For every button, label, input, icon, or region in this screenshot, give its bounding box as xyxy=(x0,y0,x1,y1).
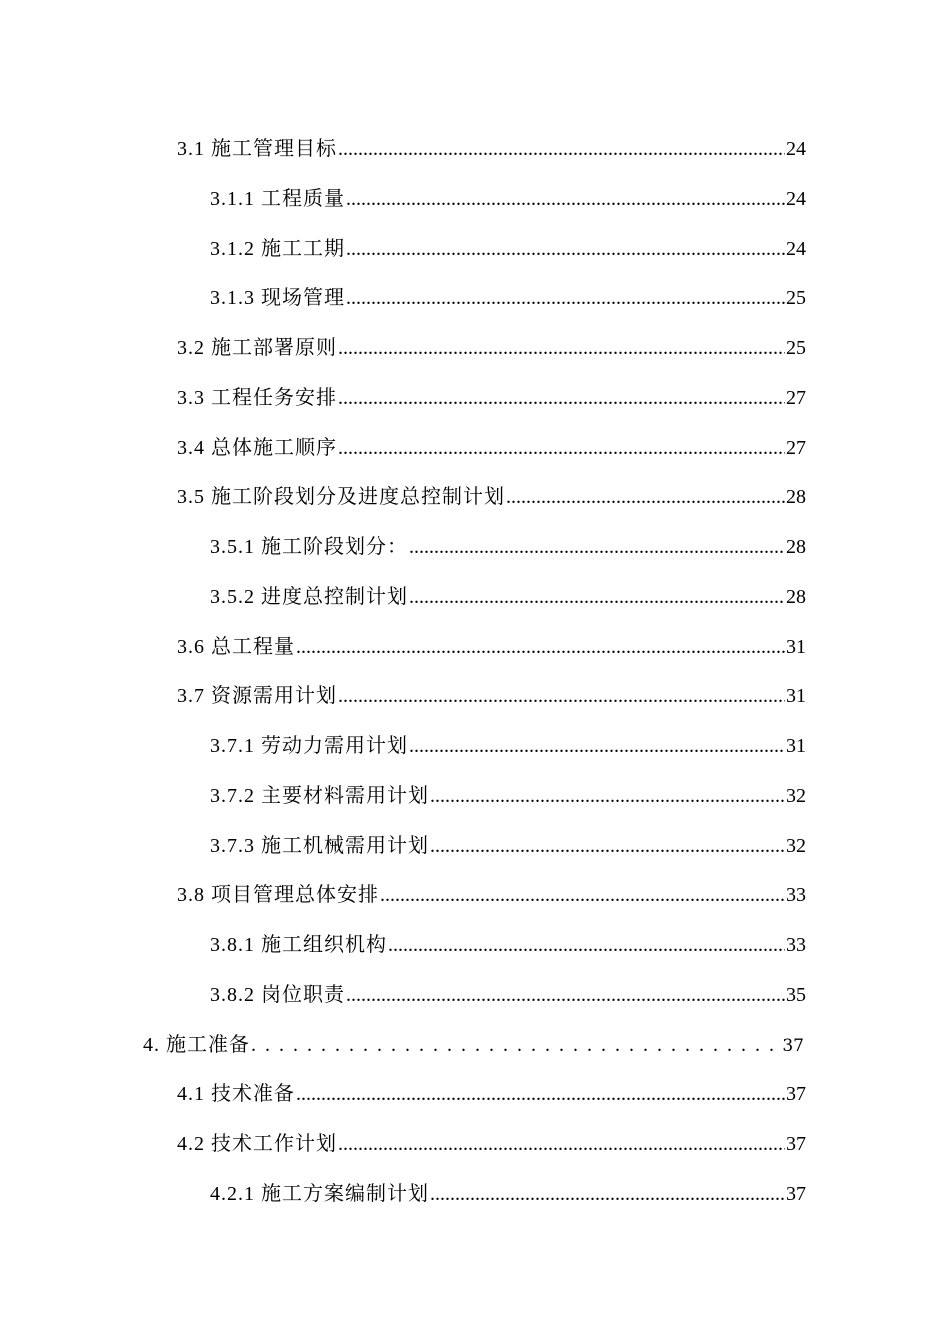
toc-entry[interactable] xyxy=(0,274,950,324)
toc-entry[interactable] xyxy=(0,1170,950,1220)
toc-page-number: 37 xyxy=(786,1133,806,1155)
toc-entry-title: 3.7.3 施工机械需用计划 xyxy=(210,834,429,857)
toc-entry-line xyxy=(210,573,806,623)
toc-entry[interactable] xyxy=(0,125,950,175)
toc-page-number: 32 xyxy=(786,834,806,857)
toc-entry-title: 4. 施工准备 xyxy=(143,1033,250,1056)
toc-entry-title: 3.7.2 主要材料需用计划 xyxy=(210,784,429,807)
toc-entry[interactable] xyxy=(0,1120,950,1170)
toc-page-number: 37 xyxy=(786,1182,806,1205)
toc-entry[interactable] xyxy=(0,175,950,225)
toc-entry-title: 4.2.1 施工方案编制计划 xyxy=(210,1182,429,1205)
toc-entry-title: 3.4 总体施工顺序 xyxy=(177,436,337,459)
toc-entry[interactable] xyxy=(0,424,950,474)
toc-page-number: 33 xyxy=(786,934,806,956)
toc-entry-title: 3.1 施工管理目标 xyxy=(177,138,337,160)
dot-leader xyxy=(430,772,785,822)
toc-page-number: 37 xyxy=(786,1083,806,1106)
toc-entry-title: 3.7.1 劳动力需用计划 xyxy=(210,735,408,757)
toc-page-number: 32 xyxy=(786,784,806,807)
toc-entry-line xyxy=(177,424,806,474)
dot-leader xyxy=(296,1070,785,1120)
dot-leader xyxy=(338,1120,785,1170)
dot-leader xyxy=(388,921,785,971)
toc-entry[interactable] xyxy=(0,971,950,1021)
toc-page-number: 25 xyxy=(786,337,806,359)
dot-leader xyxy=(346,274,785,324)
toc-page-number: 27 xyxy=(786,436,806,459)
dot-leader xyxy=(409,722,785,772)
toc-entry-line xyxy=(177,871,806,921)
toc-entry[interactable] xyxy=(0,623,950,673)
toc-page-number: 28 xyxy=(786,486,806,509)
toc-entry-title: 3.5.1 施工阶段划分： xyxy=(210,536,408,558)
toc-entry[interactable] xyxy=(0,672,950,722)
toc-entry-title: 4.2 技术工作计划 xyxy=(177,1133,337,1155)
dot-leader xyxy=(506,473,785,523)
toc-entry-line xyxy=(177,623,806,673)
dot-leader xyxy=(409,523,785,573)
toc-entry-title: 3.8 项目管理总体安排 xyxy=(177,884,379,907)
dot-leader xyxy=(430,1170,785,1220)
toc-entry-line xyxy=(210,274,806,324)
dot-leader xyxy=(380,871,785,921)
toc-entry-line xyxy=(177,1120,806,1170)
toc-entry[interactable] xyxy=(0,473,950,523)
toc-entry[interactable] xyxy=(0,324,950,374)
toc-entry-line xyxy=(210,225,806,275)
toc-entry[interactable] xyxy=(0,225,950,275)
toc-entry[interactable] xyxy=(0,871,950,921)
toc-entry-line xyxy=(143,1021,806,1072)
toc-entry[interactable] xyxy=(0,1021,950,1071)
toc-page-number: 31 xyxy=(786,685,806,708)
toc-entry-title: 4.1 技术准备 xyxy=(177,1083,295,1106)
toc-entry[interactable] xyxy=(0,772,950,822)
dot-leader xyxy=(430,822,785,872)
dot-leader xyxy=(251,1021,781,1071)
toc-entry-line xyxy=(210,175,806,225)
toc-entry[interactable] xyxy=(0,523,950,573)
toc-page-number: 24 xyxy=(786,187,806,210)
toc-entry-title: 3.5 施工阶段划分及进度总控制计划 xyxy=(177,486,505,509)
toc-entry-line xyxy=(177,1070,806,1120)
dot-leader xyxy=(409,573,785,623)
toc-page-number: 25 xyxy=(786,287,806,310)
toc-entry-line xyxy=(210,523,806,573)
toc-entry-line xyxy=(210,921,806,971)
table-of-contents xyxy=(0,125,950,1220)
toc-entry-title: 3.2 施工部署原则 xyxy=(177,337,337,359)
toc-entry-title: 3.1.1 工程质量 xyxy=(210,187,345,210)
toc-entry-title: 3.8.2 岗位职责 xyxy=(210,983,345,1006)
toc-page-number: 37 xyxy=(782,1035,804,1056)
dot-leader xyxy=(338,424,785,474)
toc-page-number: 35 xyxy=(786,983,806,1006)
toc-entry-line xyxy=(210,722,806,772)
dot-leader xyxy=(338,324,785,374)
dot-leader xyxy=(338,374,785,424)
toc-entry[interactable] xyxy=(0,722,950,772)
toc-entry[interactable] xyxy=(0,573,950,623)
toc-entry-line xyxy=(177,125,806,175)
toc-page-number: 31 xyxy=(786,735,806,757)
toc-entry-line xyxy=(177,473,806,523)
toc-entry[interactable] xyxy=(0,822,950,872)
toc-entry[interactable] xyxy=(0,921,950,971)
toc-entry-line xyxy=(177,324,806,374)
toc-entry-line xyxy=(210,772,806,822)
dot-leader xyxy=(338,125,785,175)
toc-page-number: 24 xyxy=(786,138,806,160)
toc-entry-title: 3.5.2 进度总控制计划 xyxy=(210,585,408,608)
toc-entry-line xyxy=(210,1170,806,1220)
toc-entry-line xyxy=(177,672,806,722)
toc-entry-title: 3.8.1 施工组织机构 xyxy=(210,934,387,956)
dot-leader xyxy=(346,971,785,1021)
toc-entry-title: 3.1.3 现场管理 xyxy=(210,287,345,310)
toc-page-number: 33 xyxy=(786,884,806,907)
toc-page-number: 24 xyxy=(786,237,806,260)
toc-entry[interactable] xyxy=(0,1070,950,1120)
toc-page-number: 28 xyxy=(786,585,806,608)
toc-page-number: 31 xyxy=(786,635,806,658)
toc-entry-title: 3.6 总工程量 xyxy=(177,635,295,658)
toc-entry-title: 3.1.2 施工工期 xyxy=(210,237,345,260)
toc-entry-title: 3.7 资源需用计划 xyxy=(177,685,337,708)
dot-leader xyxy=(296,623,785,673)
toc-entry-line xyxy=(210,822,806,872)
dot-leader xyxy=(338,672,785,722)
toc-entry-title: 3.3 工程任务安排 xyxy=(177,386,337,409)
toc-entry-line xyxy=(210,971,806,1021)
toc-page-number: 28 xyxy=(786,536,806,558)
toc-entry[interactable] xyxy=(0,374,950,424)
toc-page-number: 27 xyxy=(786,386,806,409)
dot-leader xyxy=(346,225,785,275)
toc-entry-line xyxy=(177,374,806,424)
dot-leader xyxy=(346,175,785,225)
